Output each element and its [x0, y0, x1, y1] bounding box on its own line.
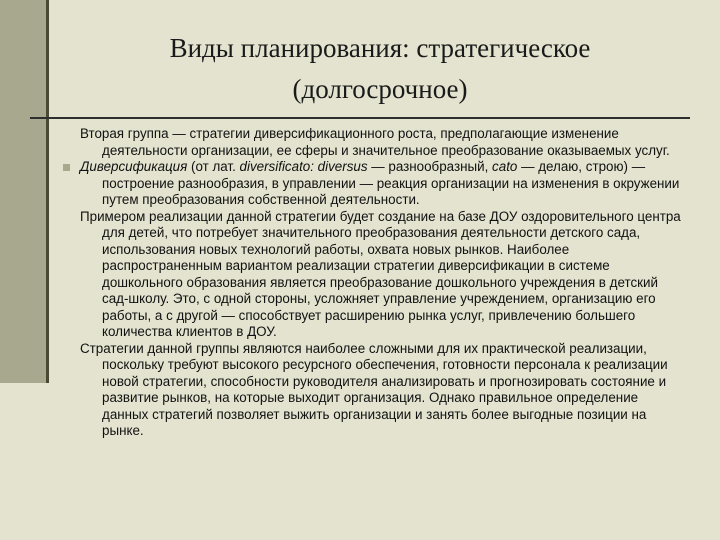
slide-title-line-2: (долгосрочное) — [292, 74, 468, 104]
paragraph-3: Стратегии данной группы являются наиболее сложными для их практической реализации, поскольку требуют высокого ресурсного обеспечения, готовности персонала к реализации новой стратегии, способности руководителя анализировать и прогнозировать состояние и развитие рынков, на которые выходит организация. Однако правильное определение данных стратегий позволяет выжить организации и занять более выгодные позиции на рынке. — [80, 340, 668, 438]
term-diversification: Диверсификация — [80, 159, 188, 174]
square-bullet-icon — [63, 164, 70, 171]
slide-title — [80, 28, 680, 110]
bullet-item-diversification — [80, 159, 688, 209]
paragraph-2: Примером реализации данной стратегии будет создание на базе ДОУ оздоровительного центра для детей, что потребует значительного преобразования деятельности детского сада, использования новых технологий работы, охвата новых рынков. Наиболее распространенным вариантом реализации стратегии диверсификации в системе дошкольного образования является преобразование дошкольного учреждения в детский сад-школу. Это, с одной стороны, усложняет управление учреждением, организацию его работы, а с другой — способствует расширению рынка услуг, привлечению большего количества клиентов в ДОУ. — [80, 208, 681, 339]
paragraph-1: Вторая группа — стратегии диверсификационного роста, предполагающие изменение деятельности организации, ее сферы и значительное преобразование оказываемых услуг. — [80, 126, 670, 158]
slide-title-line-1: Виды планирования: стратегическое — [169, 33, 591, 63]
slide-body — [80, 126, 688, 440]
latin-term: diversificato: diversus — [239, 159, 368, 174]
bullet-text-1: (от лат. — [187, 159, 240, 174]
bullet-text-3: — делаю, строю) — построение разнообразия, в управлении — реакция организации на изменения в окружении путем преобразования собственной деятельности. — [102, 159, 680, 207]
decorative-side-bar — [0, 0, 46, 383]
bullet-text-2: — разнообразный, — [367, 159, 493, 174]
bullet-paragraph — [80, 159, 688, 209]
latin-cato: cato — [492, 159, 518, 174]
decorative-side-line — [46, 0, 49, 383]
title-divider — [30, 117, 690, 119]
